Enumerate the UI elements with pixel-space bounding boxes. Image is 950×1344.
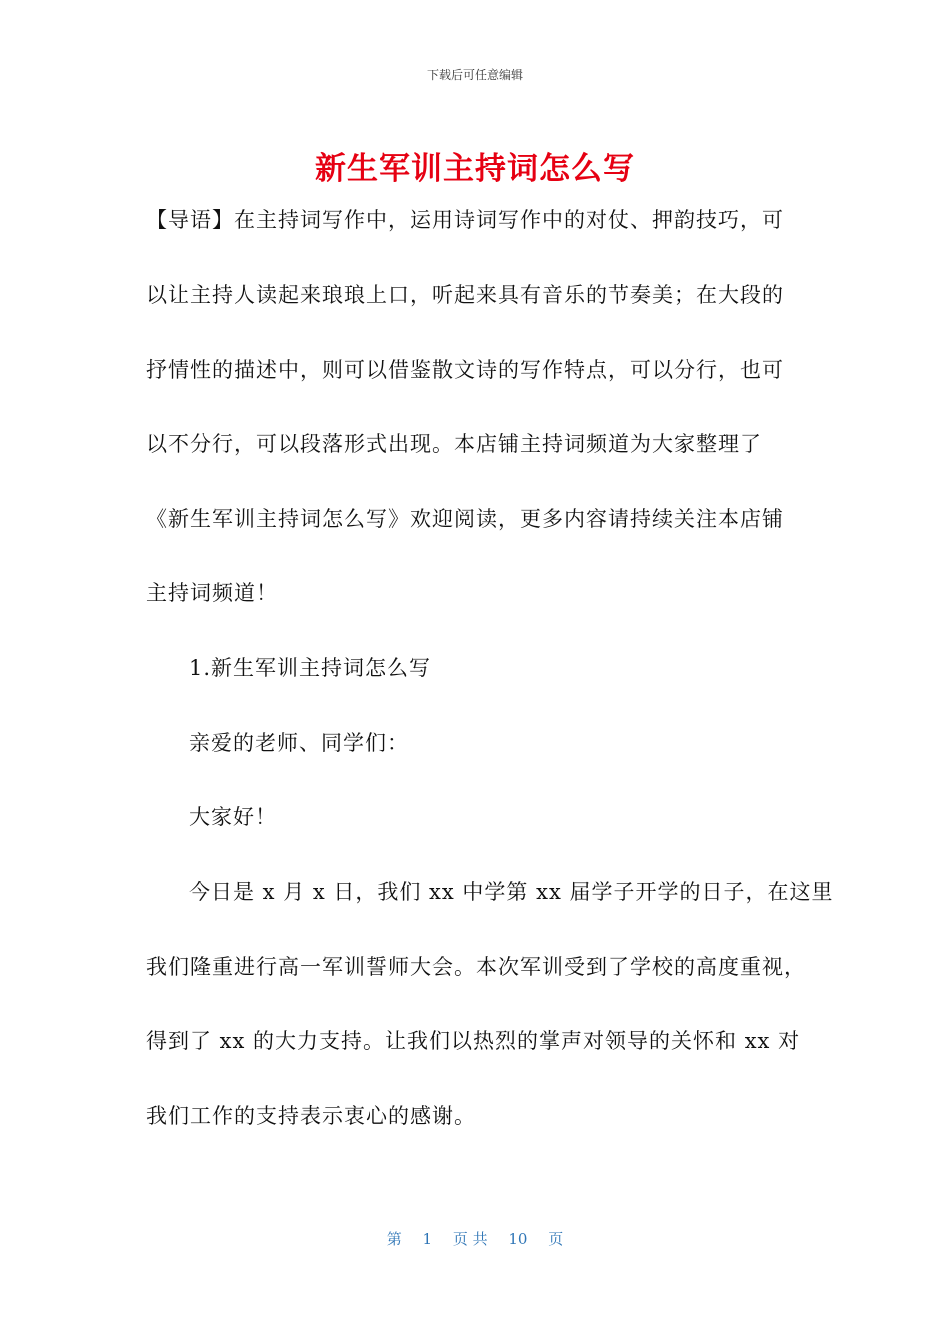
footer-page-total: 10 [508,1230,528,1248]
intro-line: 【导语】在主持词写作中，运用诗词写作中的对仗、押韵技巧，可 [146,208,784,232]
body-line: 我们工作的支持表示衷心的感谢。 [146,1104,476,1128]
body-line: 今日是 x 月 x 日，我们 xx 中学第 xx 届学子开学的日子，在这里 [189,880,834,904]
footer-page-end: 页 [548,1230,564,1248]
intro-line: 主持词频道！ [146,581,278,605]
greeting-line: 亲爱的老师、同学们： [189,731,409,755]
body-line: 我们隆重进行高一军训誓师大会。本次军训受到了学校的高度重视， [146,955,806,979]
body-line: 得到了 xx 的大力支持。让我们以热烈的掌声对领导的关怀和 xx 对 [146,1029,801,1053]
intro-line: 以让主持人读起来琅琅上口，听起来具有音乐的节奏美；在大段的 [146,283,784,307]
footer-page-mid: 页 共 [452,1230,488,1248]
intro-line: 以不分行，可以段落形式出现。本店铺主持词频道为大家整理了 [146,432,762,456]
document-title: 新生军训主持词怎么写 [315,151,635,187]
intro-line: 《新生军训主持词怎么写》欢迎阅读，更多内容请持续关注本店铺 [146,507,784,531]
hello-line: 大家好！ [189,805,277,829]
section-heading: 1.新生军训主持词怎么写 [189,656,432,680]
page-footer [0,1228,950,1249]
footer-page-label: 第 [386,1230,402,1248]
intro-line: 抒情性的描述中，则可以借鉴散文诗的写作特点，可以分行，也可 [146,358,784,382]
footer-page-number: 1 [422,1230,433,1248]
page-header-note: 下载后可任意编辑 [426,68,523,82]
